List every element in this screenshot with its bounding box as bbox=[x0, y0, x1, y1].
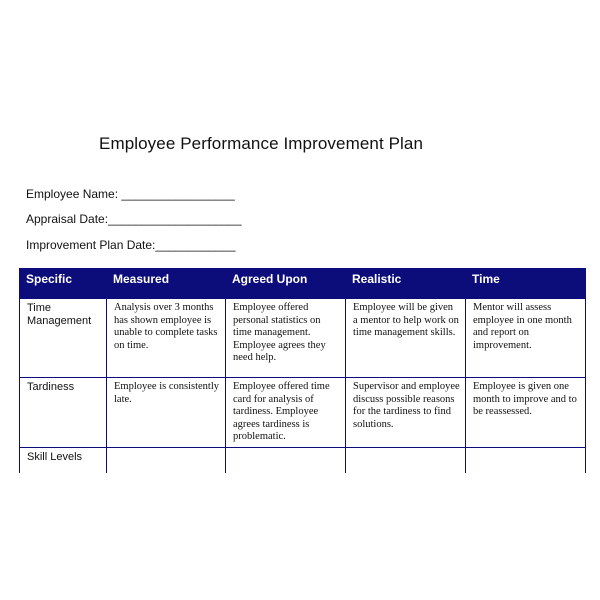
header-time: Time bbox=[466, 269, 586, 298]
cell-realistic[interactable]: Employee will be given a mentor to help work on time management skills. bbox=[346, 298, 466, 378]
appraisal-date-field bbox=[26, 212, 242, 226]
smart-plan-table bbox=[19, 268, 586, 473]
cell-agreed-upon[interactable] bbox=[226, 447, 346, 473]
table-header-row bbox=[20, 269, 586, 298]
header-realistic: Realistic bbox=[346, 269, 466, 298]
cell-measured[interactable] bbox=[107, 447, 226, 473]
cell-time[interactable]: Employee is given one month to improve and to be reassessed. bbox=[466, 378, 586, 448]
cell-specific[interactable]: Skill Levels bbox=[20, 447, 107, 473]
appraisal-date-blank[interactable]: ____________________ bbox=[108, 212, 242, 226]
employee-name-field bbox=[26, 187, 235, 201]
table-row bbox=[20, 447, 586, 473]
improvement-plan-date-label: Improvement Plan Date: bbox=[26, 238, 156, 252]
employee-name-blank[interactable]: _________________ bbox=[121, 187, 235, 201]
table-row bbox=[20, 298, 586, 378]
cell-measured[interactable]: Analysis over 3 months has shown employee is unable to complete tasks on time. bbox=[107, 298, 226, 378]
employee-name-label: Employee Name: bbox=[26, 187, 119, 201]
cell-agreed-upon[interactable]: Employee offered time card for analysis of tardiness. Employee agrees tardiness is problematic. bbox=[226, 378, 346, 448]
improvement-plan-date-blank[interactable]: ____________ bbox=[155, 238, 236, 252]
cell-time[interactable]: Mentor will assess employee in one month and report on improvement. bbox=[466, 298, 586, 378]
cell-specific[interactable]: Time Management bbox=[20, 298, 107, 378]
cell-realistic[interactable]: Supervisor and employee discuss possible reasons for the tardiness to find solutions. bbox=[346, 378, 466, 448]
cell-measured[interactable]: Employee is consistently late. bbox=[107, 378, 226, 448]
appraisal-date-label: Appraisal Date: bbox=[26, 212, 109, 226]
header-specific: Specific bbox=[20, 269, 107, 298]
header-measured: Measured bbox=[107, 269, 226, 298]
cell-specific[interactable]: Tardiness bbox=[20, 378, 107, 448]
cell-realistic[interactable] bbox=[346, 447, 466, 473]
header-agreed-upon: Agreed Upon bbox=[226, 269, 346, 298]
cell-agreed-upon[interactable]: Employee offered personal statistics on time management. Employee agrees they need help. bbox=[226, 298, 346, 378]
improvement-plan-date-field bbox=[26, 238, 236, 252]
table-row bbox=[20, 378, 586, 448]
page-title: Employee Performance Improvement Plan bbox=[99, 134, 424, 153]
cell-time[interactable] bbox=[466, 447, 586, 473]
